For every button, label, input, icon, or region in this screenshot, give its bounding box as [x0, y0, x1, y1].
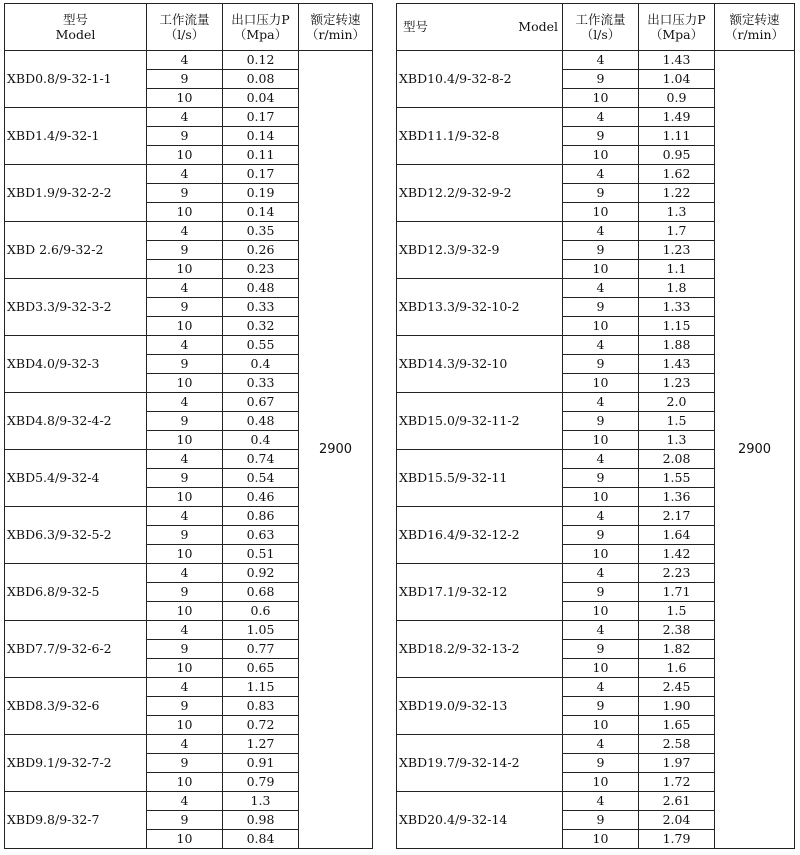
- flow-cell: 10: [147, 89, 223, 108]
- pressure-cell: 0.4: [223, 431, 299, 450]
- flow-cell: 10: [563, 830, 639, 849]
- flow-cell: 10: [147, 488, 223, 507]
- pressure-cell: 0.12: [223, 51, 299, 70]
- pressure-cell: 2.23: [639, 564, 715, 583]
- pressure-cell: 1.23: [639, 241, 715, 260]
- model-cell: XBD19.7/9-32-14-2: [397, 735, 563, 792]
- model-cell: XBD16.4/9-32-12-2: [397, 507, 563, 564]
- header-speed-unit: （r/min）: [305, 27, 366, 42]
- flow-cell: 4: [147, 564, 223, 583]
- flow-cell: 10: [563, 317, 639, 336]
- model-cell: XBD19.0/9-32-13: [397, 678, 563, 735]
- pressure-cell: 2.38: [639, 621, 715, 640]
- header-speed-unit: （r/min）: [724, 27, 785, 42]
- model-cell: XBD1.4/9-32-1: [5, 108, 147, 165]
- pressure-cell: 0.86: [223, 507, 299, 526]
- flow-cell: 10: [147, 773, 223, 792]
- header-pressure: [223, 4, 299, 51]
- flow-cell: 10: [563, 260, 639, 279]
- pressure-cell: 1.43: [639, 355, 715, 374]
- pressure-cell: 0.91: [223, 754, 299, 773]
- model-cell: XBD15.0/9-32-11-2: [397, 393, 563, 450]
- model-cell: XBD5.4/9-32-4: [5, 450, 147, 507]
- table-row: [5, 51, 373, 70]
- flow-cell: 4: [563, 450, 639, 469]
- flow-cell: 10: [147, 830, 223, 849]
- pressure-cell: 0.35: [223, 222, 299, 241]
- header-flow-unit: （l/s）: [164, 27, 205, 42]
- pressure-cell: 1.8: [639, 279, 715, 298]
- flow-cell: 4: [563, 393, 639, 412]
- pressure-cell: 2.08: [639, 450, 715, 469]
- pressure-cell: 1.33: [639, 298, 715, 317]
- flow-cell: 10: [563, 716, 639, 735]
- flow-cell: 9: [563, 811, 639, 830]
- pressure-cell: 1.79: [639, 830, 715, 849]
- flow-cell: 9: [147, 526, 223, 545]
- rated-speed-cell: 2900: [299, 51, 373, 849]
- flow-cell: 10: [563, 773, 639, 792]
- flow-cell: 9: [563, 583, 639, 602]
- pressure-cell: 0.26: [223, 241, 299, 260]
- pressure-cell: 1.71: [639, 583, 715, 602]
- flow-cell: 9: [563, 184, 639, 203]
- pressure-cell: 0.46: [223, 488, 299, 507]
- flow-cell: 4: [147, 621, 223, 640]
- pressure-cell: 1.27: [223, 735, 299, 754]
- pressure-cell: 0.83: [223, 697, 299, 716]
- model-cell: XBD20.4/9-32-14: [397, 792, 563, 849]
- flow-cell: 9: [563, 526, 639, 545]
- pressure-cell: 0.77: [223, 640, 299, 659]
- flow-cell: 9: [147, 241, 223, 260]
- flow-cell: 9: [563, 241, 639, 260]
- flow-cell: 9: [563, 70, 639, 89]
- model-cell: XBD12.3/9-32-9: [397, 222, 563, 279]
- flow-cell: 10: [563, 659, 639, 678]
- pressure-cell: 2.17: [639, 507, 715, 526]
- pressure-cell: 0.04: [223, 89, 299, 108]
- pressure-cell: 1.3: [223, 792, 299, 811]
- flow-cell: 10: [147, 545, 223, 564]
- pressure-cell: 1.65: [639, 716, 715, 735]
- flow-cell: 4: [147, 735, 223, 754]
- pressure-cell: 1.3: [639, 431, 715, 450]
- model-cell: XBD11.1/9-32-8: [397, 108, 563, 165]
- pressure-cell: 1.42: [639, 545, 715, 564]
- model-cell: XBD1.9/9-32-2-2: [5, 165, 147, 222]
- pressure-cell: 0.11: [223, 146, 299, 165]
- pressure-cell: 0.54: [223, 469, 299, 488]
- flow-cell: 9: [147, 811, 223, 830]
- pressure-cell: 0.19: [223, 184, 299, 203]
- pressure-cell: 0.4: [223, 355, 299, 374]
- flow-cell: 4: [563, 165, 639, 184]
- pressure-cell: 0.48: [223, 279, 299, 298]
- table-header-row: [397, 4, 795, 51]
- pressure-cell: 1.1: [639, 260, 715, 279]
- pressure-cell: 0.84: [223, 830, 299, 849]
- flow-cell: 4: [563, 222, 639, 241]
- pressure-cell: 1.88: [639, 336, 715, 355]
- model-cell: XBD17.1/9-32-12: [397, 564, 563, 621]
- flow-cell: 9: [147, 70, 223, 89]
- pressure-cell: 0.67: [223, 393, 299, 412]
- pressure-cell: 0.98: [223, 811, 299, 830]
- flow-cell: 9: [147, 355, 223, 374]
- header-flow-label: 工作流量: [575, 12, 626, 27]
- flow-cell: 4: [563, 735, 639, 754]
- pump-spec-table-left: [4, 3, 373, 849]
- header-model-en: Model: [55, 27, 96, 42]
- flow-cell: 9: [147, 184, 223, 203]
- model-cell: XBD13.3/9-32-10-2: [397, 279, 563, 336]
- flow-cell: 9: [147, 640, 223, 659]
- flow-cell: 4: [147, 336, 223, 355]
- flow-cell: 4: [147, 108, 223, 127]
- model-cell: XBD7.7/9-32-6-2: [5, 621, 147, 678]
- pressure-cell: 0.14: [223, 127, 299, 146]
- flow-cell: 10: [563, 602, 639, 621]
- model-cell: XBD4.8/9-32-4-2: [5, 393, 147, 450]
- pressure-cell: 0.6: [223, 602, 299, 621]
- pressure-cell: 1.15: [223, 678, 299, 697]
- flow-cell: 4: [147, 678, 223, 697]
- flow-cell: 10: [563, 89, 639, 108]
- pressure-cell: 0.17: [223, 108, 299, 127]
- pressure-cell: 1.05: [223, 621, 299, 640]
- flow-cell: 9: [563, 697, 639, 716]
- pressure-cell: 1.64: [639, 526, 715, 545]
- flow-cell: 9: [563, 355, 639, 374]
- model-cell: XBD4.0/9-32-3: [5, 336, 147, 393]
- pressure-cell: 1.97: [639, 754, 715, 773]
- pressure-cell: 1.6: [639, 659, 715, 678]
- pressure-cell: 0.74: [223, 450, 299, 469]
- flow-cell: 4: [563, 564, 639, 583]
- pressure-cell: 0.08: [223, 70, 299, 89]
- model-cell: XBD12.2/9-32-9-2: [397, 165, 563, 222]
- pressure-cell: 2.0: [639, 393, 715, 412]
- flow-cell: 10: [147, 659, 223, 678]
- flow-cell: 4: [563, 336, 639, 355]
- flow-cell: 9: [563, 469, 639, 488]
- flow-cell: 9: [147, 583, 223, 602]
- flow-cell: 10: [563, 146, 639, 165]
- pressure-cell: 1.11: [639, 127, 715, 146]
- flow-cell: 9: [563, 127, 639, 146]
- pressure-cell: 1.55: [639, 469, 715, 488]
- pressure-cell: 1.82: [639, 640, 715, 659]
- pressure-cell: 1.7: [639, 222, 715, 241]
- flow-cell: 9: [563, 412, 639, 431]
- model-cell: XBD 2.6/9-32-2: [5, 222, 147, 279]
- pressure-cell: 2.61: [639, 792, 715, 811]
- pressure-cell: 2.45: [639, 678, 715, 697]
- header-flow-label: 工作流量: [159, 12, 210, 27]
- pressure-cell: 0.17: [223, 165, 299, 184]
- model-cell: XBD8.3/9-32-6: [5, 678, 147, 735]
- flow-cell: 9: [147, 697, 223, 716]
- pressure-cell: 1.22: [639, 184, 715, 203]
- model-cell: XBD6.8/9-32-5: [5, 564, 147, 621]
- flow-cell: 9: [147, 469, 223, 488]
- flow-cell: 10: [147, 203, 223, 222]
- rated-speed-cell: 2900: [715, 51, 795, 849]
- pressure-cell: 0.32: [223, 317, 299, 336]
- header-pressure: [639, 4, 715, 51]
- pressure-cell: 0.33: [223, 298, 299, 317]
- flow-cell: 9: [147, 754, 223, 773]
- model-cell: XBD6.3/9-32-5-2: [5, 507, 147, 564]
- flow-cell: 4: [563, 279, 639, 298]
- pressure-cell: 1.72: [639, 773, 715, 792]
- header-speed-label: 额定转速: [310, 12, 361, 27]
- model-cell: XBD9.1/9-32-7-2: [5, 735, 147, 792]
- header-pressure-unit: （Mpa）: [649, 27, 704, 42]
- flow-cell: 4: [563, 51, 639, 70]
- header-flow: [147, 4, 223, 51]
- pressure-cell: 1.36: [639, 488, 715, 507]
- pressure-cell: 0.9: [639, 89, 715, 108]
- pressure-cell: 0.33: [223, 374, 299, 393]
- pressure-cell: 1.62: [639, 165, 715, 184]
- pump-spec-table-right: [396, 3, 795, 849]
- model-cell: XBD10.4/9-32-8-2: [397, 51, 563, 108]
- model-cell: XBD3.3/9-32-3-2: [5, 279, 147, 336]
- table-header-row: [5, 4, 373, 51]
- flow-cell: 10: [147, 716, 223, 735]
- table-row: [397, 51, 795, 70]
- pressure-cell: 0.92: [223, 564, 299, 583]
- header-model: [5, 4, 147, 51]
- header-model-cn: 型号: [62, 12, 88, 27]
- pressure-cell: 0.65: [223, 659, 299, 678]
- flow-cell: 4: [147, 792, 223, 811]
- header-model-cn: 型号: [403, 19, 429, 34]
- flow-cell: 4: [563, 507, 639, 526]
- header-speed: [299, 4, 373, 51]
- pressure-cell: 1.23: [639, 374, 715, 393]
- model-cell: XBD0.8/9-32-1-1: [5, 51, 147, 108]
- flow-cell: 10: [563, 374, 639, 393]
- pressure-cell: 1.5: [639, 412, 715, 431]
- pressure-cell: 2.58: [639, 735, 715, 754]
- flow-cell: 9: [147, 412, 223, 431]
- pressure-cell: 0.63: [223, 526, 299, 545]
- pressure-cell: 1.04: [639, 70, 715, 89]
- pressure-cell: 0.14: [223, 203, 299, 222]
- flow-cell: 10: [147, 260, 223, 279]
- flow-cell: 10: [147, 374, 223, 393]
- header-speed-label: 额定转速: [729, 12, 780, 27]
- model-cell: XBD18.2/9-32-13-2: [397, 621, 563, 678]
- flow-cell: 4: [563, 792, 639, 811]
- flow-cell: 4: [147, 222, 223, 241]
- model-cell: XBD9.8/9-32-7: [5, 792, 147, 849]
- flow-cell: 9: [147, 127, 223, 146]
- pressure-cell: 0.23: [223, 260, 299, 279]
- flow-cell: 10: [147, 146, 223, 165]
- flow-cell: 9: [563, 298, 639, 317]
- pressure-cell: 2.04: [639, 811, 715, 830]
- flow-cell: 10: [147, 317, 223, 336]
- flow-cell: 10: [147, 431, 223, 450]
- pressure-cell: 0.51: [223, 545, 299, 564]
- pressure-cell: 1.90: [639, 697, 715, 716]
- header-model: [397, 4, 563, 51]
- flow-cell: 4: [147, 279, 223, 298]
- flow-cell: 4: [563, 678, 639, 697]
- header-pressure-label: 出口压力P: [647, 12, 706, 27]
- flow-cell: 4: [147, 51, 223, 70]
- header-pressure-label: 出口压力P: [231, 12, 290, 27]
- pressure-cell: 1.3: [639, 203, 715, 222]
- flow-cell: 4: [147, 450, 223, 469]
- header-pressure-unit: （Mpa）: [233, 27, 288, 42]
- flow-cell: 10: [563, 203, 639, 222]
- model-cell: XBD14.3/9-32-10: [397, 336, 563, 393]
- pressure-cell: 0.79: [223, 773, 299, 792]
- flow-cell: 9: [147, 298, 223, 317]
- flow-cell: 4: [147, 393, 223, 412]
- flow-cell: 10: [563, 488, 639, 507]
- pressure-cell: 0.48: [223, 412, 299, 431]
- header-speed: [715, 4, 795, 51]
- flow-cell: 9: [563, 640, 639, 659]
- pressure-cell: 1.15: [639, 317, 715, 336]
- pressure-cell: 0.72: [223, 716, 299, 735]
- pressure-cell: 1.43: [639, 51, 715, 70]
- pressure-cell: 1.5: [639, 602, 715, 621]
- flow-cell: 4: [563, 621, 639, 640]
- pressure-cell: 0.55: [223, 336, 299, 355]
- pressure-cell: 0.68: [223, 583, 299, 602]
- flow-cell: 4: [563, 108, 639, 127]
- flow-cell: 4: [147, 507, 223, 526]
- flow-cell: 9: [563, 754, 639, 773]
- pressure-cell: 1.49: [639, 108, 715, 127]
- flow-cell: 4: [147, 165, 223, 184]
- model-cell: XBD15.5/9-32-11: [397, 450, 563, 507]
- flow-cell: 10: [563, 431, 639, 450]
- flow-cell: 10: [563, 545, 639, 564]
- flow-cell: 10: [147, 602, 223, 621]
- header-flow: [563, 4, 639, 51]
- header-model-en: Model: [518, 19, 558, 34]
- pressure-cell: 0.95: [639, 146, 715, 165]
- header-flow-unit: （l/s）: [580, 27, 621, 42]
